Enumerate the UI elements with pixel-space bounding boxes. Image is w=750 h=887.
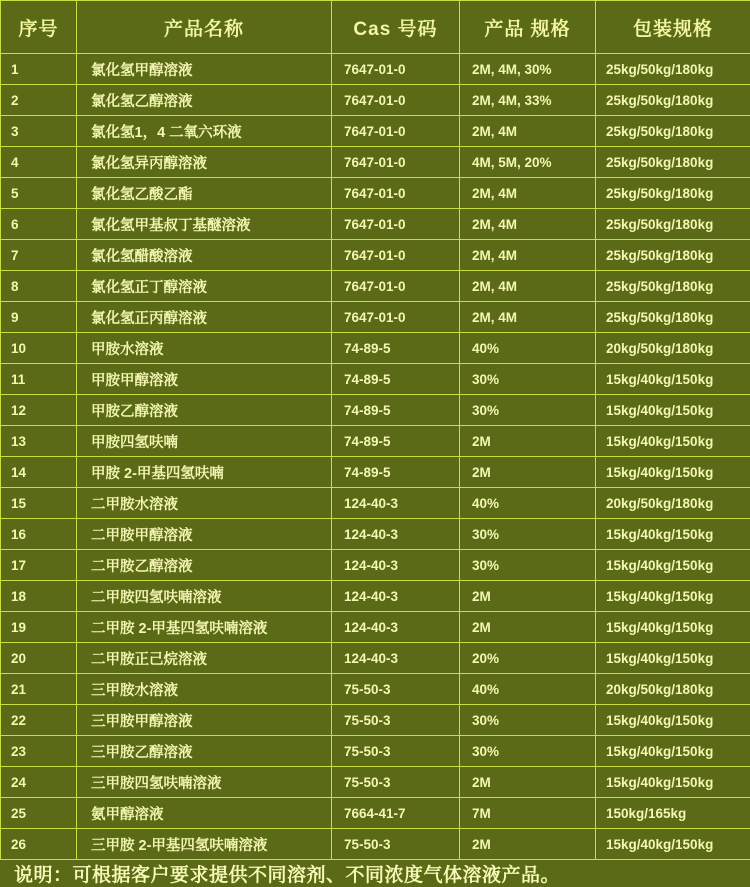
cell-product-spec: 2M <box>460 457 596 488</box>
cell-cas-number: 75-50-3 <box>332 705 460 736</box>
cell-product-name: 三甲胺甲醇溶液 <box>77 705 332 736</box>
cell-index: 13 <box>1 426 77 457</box>
table-row <box>1 333 750 364</box>
cell-product-name: 氯化氢正丙醇溶液 <box>77 302 332 333</box>
cell-index: 15 <box>1 488 77 519</box>
cell-cas-number: 124-40-3 <box>332 581 460 612</box>
table-row <box>1 550 750 581</box>
cell-package-spec: 15kg/40kg/150kg <box>596 829 750 860</box>
cell-package-spec: 25kg/50kg/180kg <box>596 116 750 147</box>
cell-product-name: 二甲胺水溶液 <box>77 488 332 519</box>
cell-cas-number: 74-89-5 <box>332 457 460 488</box>
cell-product-name: 氯化氢异丙醇溶液 <box>77 147 332 178</box>
table-row <box>1 705 750 736</box>
table-row <box>1 674 750 705</box>
cell-index: 21 <box>1 674 77 705</box>
cell-product-name: 二甲胺 2-甲基四氢呋喃溶液 <box>77 612 332 643</box>
cell-package-spec: 20kg/50kg/180kg <box>596 333 750 364</box>
cell-cas-number: 124-40-3 <box>332 488 460 519</box>
cell-index: 24 <box>1 767 77 798</box>
cell-package-spec: 15kg/40kg/150kg <box>596 457 750 488</box>
cell-product-spec: 2M <box>460 767 596 798</box>
cell-product-name: 甲胺甲醇溶液 <box>77 364 332 395</box>
table-row <box>1 767 750 798</box>
table-row <box>1 736 750 767</box>
cell-cas-number: 75-50-3 <box>332 829 460 860</box>
cell-product-spec: 40% <box>460 674 596 705</box>
table-row <box>1 643 750 674</box>
table-row <box>1 612 750 643</box>
cell-package-spec: 15kg/40kg/150kg <box>596 767 750 798</box>
cell-product-spec: 20% <box>460 643 596 674</box>
cell-cas-number: 7647-01-0 <box>332 302 460 333</box>
cell-cas-number: 75-50-3 <box>332 736 460 767</box>
table-row <box>1 147 750 178</box>
cell-package-spec: 15kg/40kg/150kg <box>596 612 750 643</box>
cell-product-spec: 40% <box>460 333 596 364</box>
cell-product-name: 氯化氢乙醇溶液 <box>77 85 332 116</box>
cell-product-name: 甲胺四氢呋喃 <box>77 426 332 457</box>
cell-package-spec: 15kg/40kg/150kg <box>596 705 750 736</box>
cell-cas-number: 74-89-5 <box>332 426 460 457</box>
column-header-package-spec: 包装规格 <box>596 1 750 54</box>
table-row <box>1 54 750 85</box>
cell-product-spec: 2M <box>460 829 596 860</box>
cell-cas-number: 7647-01-0 <box>332 85 460 116</box>
cell-product-spec: 2M, 4M, 33% <box>460 85 596 116</box>
table-row <box>1 457 750 488</box>
cell-product-spec: 2M, 4M <box>460 178 596 209</box>
cell-cas-number: 75-50-3 <box>332 767 460 798</box>
cell-product-spec: 2M, 4M <box>460 116 596 147</box>
cell-index: 14 <box>1 457 77 488</box>
cell-index: 9 <box>1 302 77 333</box>
cell-cas-number: 74-89-5 <box>332 364 460 395</box>
cell-cas-number: 7647-01-0 <box>332 147 460 178</box>
cell-cas-number: 7647-01-0 <box>332 271 460 302</box>
cell-package-spec: 25kg/50kg/180kg <box>596 147 750 178</box>
cell-cas-number: 7647-01-0 <box>332 116 460 147</box>
cell-package-spec: 25kg/50kg/180kg <box>596 178 750 209</box>
cell-cas-number: 75-50-3 <box>332 674 460 705</box>
cell-index: 7 <box>1 240 77 271</box>
cell-package-spec: 15kg/40kg/150kg <box>596 581 750 612</box>
cell-product-name: 二甲胺乙醇溶液 <box>77 550 332 581</box>
cell-product-spec: 4M, 5M, 20% <box>460 147 596 178</box>
cell-index: 12 <box>1 395 77 426</box>
cell-package-spec: 25kg/50kg/180kg <box>596 85 750 116</box>
cell-cas-number: 7647-01-0 <box>332 178 460 209</box>
cell-product-spec: 40% <box>460 488 596 519</box>
cell-cas-number: 124-40-3 <box>332 643 460 674</box>
cell-product-name: 三甲胺四氢呋喃溶液 <box>77 767 332 798</box>
cell-index: 19 <box>1 612 77 643</box>
table-row <box>1 116 750 147</box>
cell-index: 16 <box>1 519 77 550</box>
table-row <box>1 302 750 333</box>
cell-index: 1 <box>1 54 77 85</box>
cell-package-spec: 25kg/50kg/180kg <box>596 240 750 271</box>
cell-index: 26 <box>1 829 77 860</box>
cell-cas-number: 124-40-3 <box>332 550 460 581</box>
cell-package-spec: 20kg/50kg/180kg <box>596 488 750 519</box>
cell-cas-number: 7647-01-0 <box>332 240 460 271</box>
cell-package-spec: 25kg/50kg/180kg <box>596 302 750 333</box>
cell-package-spec: 20kg/50kg/180kg <box>596 674 750 705</box>
table-row <box>1 426 750 457</box>
cell-package-spec: 25kg/50kg/180kg <box>596 209 750 240</box>
table-row <box>1 85 750 116</box>
table-row <box>1 519 750 550</box>
cell-package-spec: 15kg/40kg/150kg <box>596 364 750 395</box>
cell-product-name: 氯化氢醋酸溶液 <box>77 240 332 271</box>
table-row <box>1 395 750 426</box>
cell-index: 4 <box>1 147 77 178</box>
footer-note: 说明：可根据客户要求提供不同溶剂、不同浓度气体溶液产品。 <box>0 860 750 887</box>
cell-index: 3 <box>1 116 77 147</box>
cell-product-spec: 30% <box>460 519 596 550</box>
table-row <box>1 488 750 519</box>
cell-product-name: 氯化氢1，4 二氧六环液 <box>77 116 332 147</box>
cell-package-spec: 15kg/40kg/150kg <box>596 736 750 767</box>
cell-index: 11 <box>1 364 77 395</box>
cell-cas-number: 7664-41-7 <box>332 798 460 829</box>
cell-cas-number: 7647-01-0 <box>332 209 460 240</box>
table-header <box>1 1 750 54</box>
cell-package-spec: 15kg/40kg/150kg <box>596 395 750 426</box>
cell-package-spec: 15kg/40kg/150kg <box>596 643 750 674</box>
column-header-product-spec: 产品 规格 <box>460 1 596 54</box>
cell-product-name: 三甲胺水溶液 <box>77 674 332 705</box>
cell-product-spec: 2M <box>460 612 596 643</box>
table-row <box>1 178 750 209</box>
cell-cas-number: 124-40-3 <box>332 612 460 643</box>
table-row <box>1 829 750 860</box>
cell-cas-number: 74-89-5 <box>332 395 460 426</box>
table-body <box>1 54 750 860</box>
cell-product-spec: 30% <box>460 736 596 767</box>
cell-product-name: 三甲胺 2-甲基四氢呋喃溶液 <box>77 829 332 860</box>
cell-product-name: 三甲胺乙醇溶液 <box>77 736 332 767</box>
table-header-row <box>1 1 750 54</box>
cell-product-name: 二甲胺正己烷溶液 <box>77 643 332 674</box>
cell-index: 20 <box>1 643 77 674</box>
cell-index: 22 <box>1 705 77 736</box>
cell-product-name: 氯化氢甲基叔丁基醚溶液 <box>77 209 332 240</box>
cell-index: 6 <box>1 209 77 240</box>
table-row <box>1 271 750 302</box>
table-row <box>1 209 750 240</box>
cell-product-spec: 2M, 4M <box>460 209 596 240</box>
cell-product-name: 氯化氢乙酸乙酯 <box>77 178 332 209</box>
cell-product-name: 氯化氢正丁醇溶液 <box>77 271 332 302</box>
cell-product-spec: 2M, 4M <box>460 240 596 271</box>
cell-package-spec: 25kg/50kg/180kg <box>596 271 750 302</box>
cell-product-name: 二甲胺甲醇溶液 <box>77 519 332 550</box>
cell-product-name: 氯化氢甲醇溶液 <box>77 54 332 85</box>
cell-index: 8 <box>1 271 77 302</box>
cell-index: 5 <box>1 178 77 209</box>
cell-index: 17 <box>1 550 77 581</box>
cell-package-spec: 15kg/40kg/150kg <box>596 550 750 581</box>
cell-product-spec: 2M <box>460 426 596 457</box>
cell-product-name: 二甲胺四氢呋喃溶液 <box>77 581 332 612</box>
column-header-index: 序号 <box>1 1 77 54</box>
cell-product-spec: 30% <box>460 364 596 395</box>
cell-package-spec: 150kg/165kg <box>596 798 750 829</box>
table-row <box>1 798 750 829</box>
cell-product-spec: 2M, 4M <box>460 271 596 302</box>
table-row <box>1 581 750 612</box>
cell-product-spec: 30% <box>460 550 596 581</box>
cell-index: 25 <box>1 798 77 829</box>
column-header-cas-number: Cas 号码 <box>332 1 460 54</box>
cell-product-spec: 30% <box>460 705 596 736</box>
cell-product-spec: 7M <box>460 798 596 829</box>
cell-product-name: 氨甲醇溶液 <box>77 798 332 829</box>
cell-index: 18 <box>1 581 77 612</box>
table-row <box>1 364 750 395</box>
cell-index: 10 <box>1 333 77 364</box>
table-row <box>1 240 750 271</box>
cell-product-spec: 2M, 4M <box>460 302 596 333</box>
cell-product-name: 甲胺 2-甲基四氢呋喃 <box>77 457 332 488</box>
column-header-product-name: 产品名称 <box>77 1 332 54</box>
cell-product-spec: 2M <box>460 581 596 612</box>
cell-cas-number: 7647-01-0 <box>332 54 460 85</box>
cell-product-name: 甲胺水溶液 <box>77 333 332 364</box>
cell-cas-number: 74-89-5 <box>332 333 460 364</box>
cell-product-spec: 2M, 4M, 30% <box>460 54 596 85</box>
cell-cas-number: 124-40-3 <box>332 519 460 550</box>
cell-index: 2 <box>1 85 77 116</box>
cell-package-spec: 15kg/40kg/150kg <box>596 426 750 457</box>
cell-product-name: 甲胺乙醇溶液 <box>77 395 332 426</box>
cell-package-spec: 15kg/40kg/150kg <box>596 519 750 550</box>
cell-index: 23 <box>1 736 77 767</box>
cell-package-spec: 25kg/50kg/180kg <box>596 54 750 85</box>
cell-product-spec: 30% <box>460 395 596 426</box>
